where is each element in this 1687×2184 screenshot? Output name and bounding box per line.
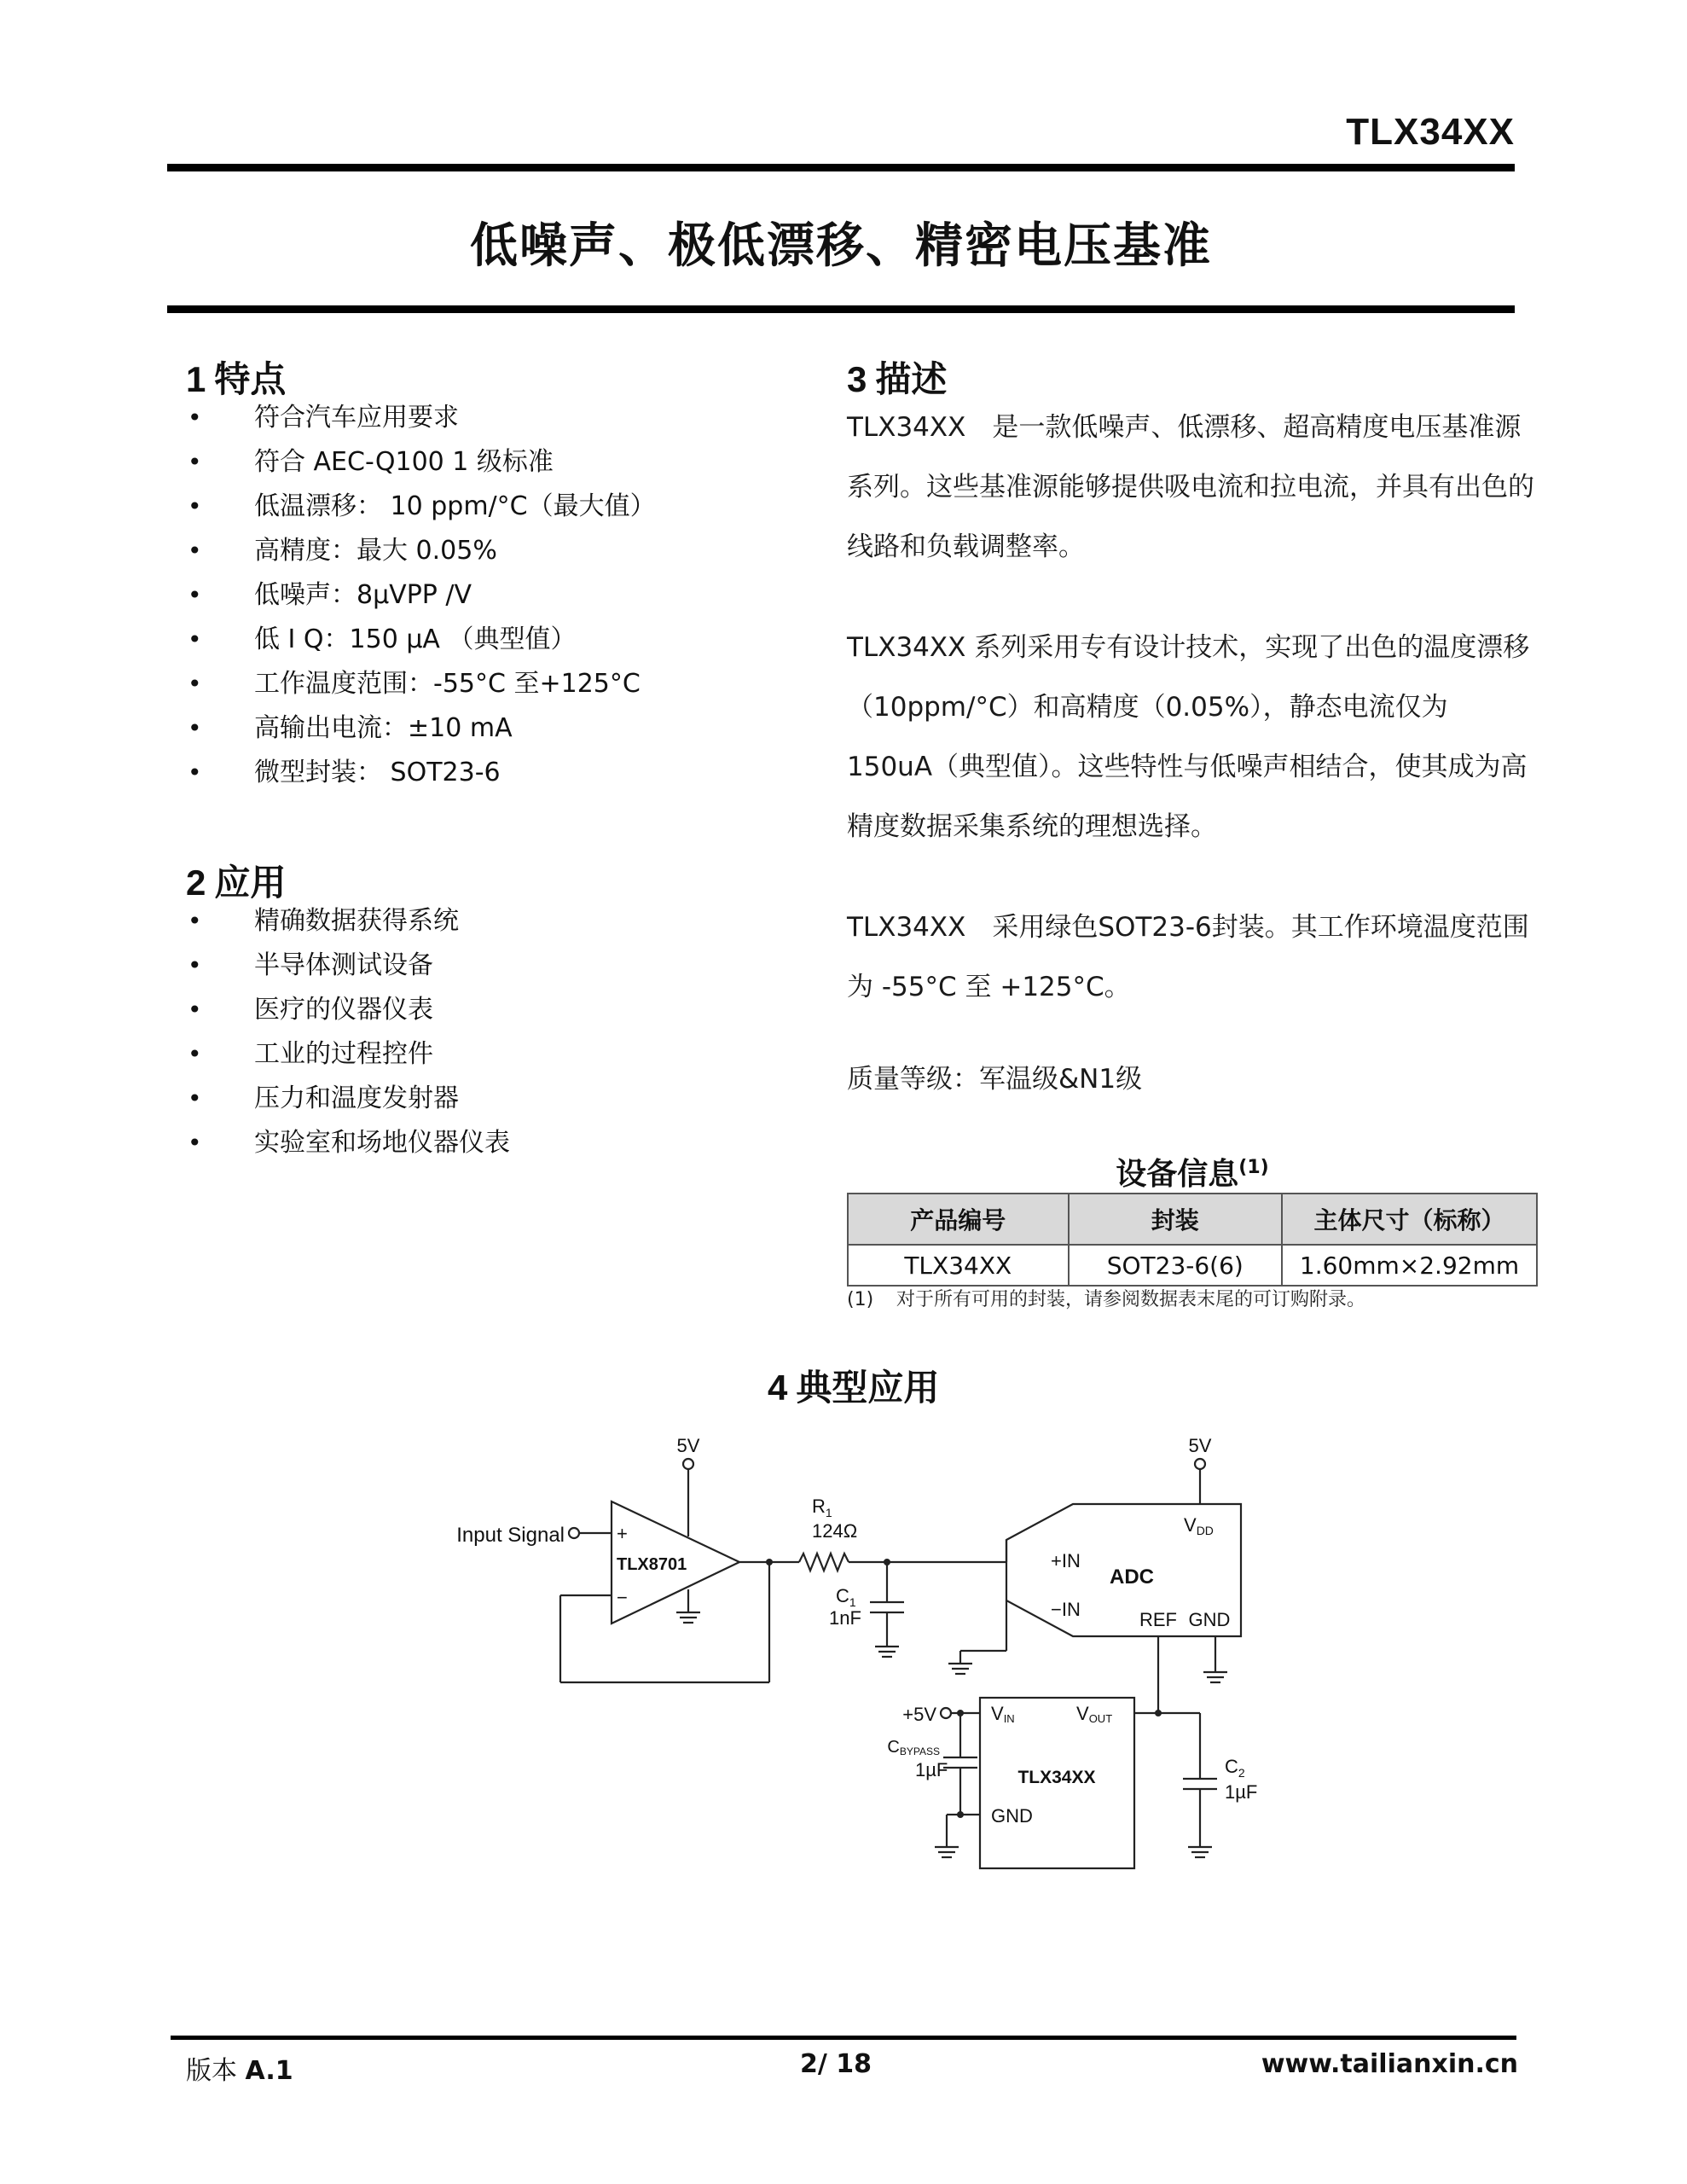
application-item: • 压力和温度发射器 bbox=[186, 1077, 510, 1121]
application-item: • 医疗的仪器仪表 bbox=[186, 988, 510, 1032]
features-list bbox=[186, 396, 656, 795]
supply-ref-label: +5V bbox=[902, 1704, 936, 1725]
description-paragraph: 质量等级：军温级&N1级 bbox=[847, 1064, 1143, 1095]
adc-in-minus-label: −IN bbox=[1051, 1599, 1081, 1620]
r1-value: 124Ω bbox=[812, 1520, 858, 1542]
description-paragraph: TLX34XX 采用绿色SOT23-6封装。其工作环境温度范围为 -55°C 至 +125°C。 bbox=[847, 912, 1529, 1002]
feature-item: • 微型封装： SOT23-6 bbox=[186, 751, 656, 795]
website-link[interactable]: www.tailianxin.cn bbox=[1261, 2049, 1518, 2079]
typical-app-title: 典型应用 bbox=[796, 1367, 940, 1409]
table-row bbox=[848, 1245, 1537, 1286]
features-heading bbox=[186, 351, 286, 403]
table-cell: SOT23-6(6) bbox=[1069, 1245, 1282, 1286]
footer-rule bbox=[171, 2036, 1516, 2040]
typical-application-circuit bbox=[418, 1433, 1296, 1877]
applications-list bbox=[186, 899, 510, 1165]
device-info-note-marker: (1) bbox=[1238, 1157, 1269, 1178]
typical-app-heading bbox=[768, 1360, 939, 1411]
title-rule bbox=[167, 305, 1515, 313]
device-info-footnote: (1) 对于所有可用的封装，请参阅数据表末尾的可订购附录。 bbox=[847, 1289, 1366, 1310]
description-paragraph: TLX34XX 系列采用专有设计技术，实现了出色的温度漂移（10ppm/°C）和高精度（0.05%），静态电流仅为 150uA（典型值）。这些特性与低噪声相结合，使其成为高精度数据采集系统的理想选择。 bbox=[847, 632, 1530, 842]
c2-name: $C_2$ bbox=[1225, 1756, 1245, 1780]
page-title: 低噪声、极低漂移、精密电压基准 bbox=[470, 218, 1212, 274]
feature-item: • 高输出电流：±10 mA bbox=[186, 706, 656, 751]
application-item: • 半导体测试设备 bbox=[186, 944, 510, 988]
input-signal-label: Input Signal bbox=[456, 1524, 565, 1547]
applications-title: 应用 bbox=[214, 862, 287, 903]
feature-item: • 工作温度范围：-55°C 至+125°C bbox=[186, 662, 656, 706]
table-cell: 1.60mm×2.92mm bbox=[1282, 1245, 1537, 1286]
table-cell: TLX34XX bbox=[848, 1245, 1069, 1286]
adc-in-plus-label: +IN bbox=[1051, 1550, 1081, 1571]
description-title: 描述 bbox=[875, 358, 948, 400]
opamp-plus-label: + bbox=[617, 1523, 628, 1544]
application-item: • 实验室和场地仪器仪表 bbox=[186, 1121, 510, 1165]
adc-ref-label: REF bbox=[1139, 1609, 1177, 1630]
feature-item: • 高精度：最大 0.05% bbox=[186, 529, 656, 573]
description-paragraph: TLX34XX 是一款低噪声、低漂移、超高精度电压基准源系列。这些基准源能够提供吸电流和拉电流，并具有出色的线路和负载调整率。 bbox=[847, 412, 1534, 562]
opamp-minus-label: − bbox=[617, 1587, 628, 1608]
feature-item: • 低噪声：8µVPP /V bbox=[186, 573, 656, 618]
application-item: • 工业的过程控件 bbox=[186, 1032, 510, 1077]
opamp-label: TLX8701 bbox=[617, 1555, 687, 1574]
r1-name: $R_1$ bbox=[812, 1496, 832, 1519]
adc-vdd-label: VDD bbox=[1184, 1514, 1214, 1537]
ref-label: TLX34XX bbox=[1017, 1768, 1096, 1787]
supply-left-label: 5V bbox=[676, 1435, 700, 1456]
features-title: 特点 bbox=[214, 358, 287, 400]
device-info-table bbox=[847, 1193, 1538, 1287]
applications-number: 2 bbox=[186, 863, 206, 903]
typical-app-number: 4 bbox=[768, 1368, 788, 1408]
feature-item: • 低 I Q：150 µA （典型值） bbox=[186, 618, 656, 662]
c2-value: 1µF bbox=[1225, 1781, 1258, 1803]
application-item: • 精确数据获得系统 bbox=[186, 899, 510, 944]
ref-vout-label: VOUT bbox=[1076, 1703, 1113, 1725]
adc-gnd-label: GND bbox=[1188, 1609, 1231, 1630]
feature-item: • 符合汽车应用要求 bbox=[186, 396, 656, 440]
adc-label: ADC bbox=[1110, 1565, 1154, 1589]
table-header: 封装 bbox=[1069, 1194, 1282, 1245]
part-number-header: TLX34XX bbox=[1346, 111, 1515, 153]
features-number: 1 bbox=[186, 359, 206, 399]
feature-item: • 低温漂移： 10 ppm/°C（最大值） bbox=[186, 485, 656, 529]
table-header: 产品编号 bbox=[848, 1194, 1069, 1245]
ref-gnd-label: GND bbox=[991, 1805, 1033, 1827]
c1-value: 1nF bbox=[829, 1607, 861, 1629]
cbypass-value: 1µF bbox=[915, 1759, 948, 1780]
supply-right-label: 5V bbox=[1188, 1435, 1212, 1456]
page-number: 2/ 18 bbox=[799, 2049, 872, 2079]
header-rule bbox=[167, 164, 1515, 171]
table-header: 主体尺寸（标称） bbox=[1282, 1194, 1537, 1245]
c1-name: $C_1$ bbox=[836, 1585, 856, 1609]
description-heading bbox=[847, 351, 947, 403]
applications-heading bbox=[186, 855, 286, 906]
ref-vin-label: VIN bbox=[991, 1703, 1015, 1725]
feature-item: • 符合 AEC-Q100 1 级标准 bbox=[186, 440, 656, 485]
cbypass-name: CBYPASS bbox=[887, 1738, 940, 1757]
description-number: 3 bbox=[847, 359, 867, 399]
device-info-title: 设备信息$^{(1)}$ bbox=[1116, 1157, 1269, 1192]
version-info: 版本 A.1 bbox=[186, 2056, 293, 2086]
